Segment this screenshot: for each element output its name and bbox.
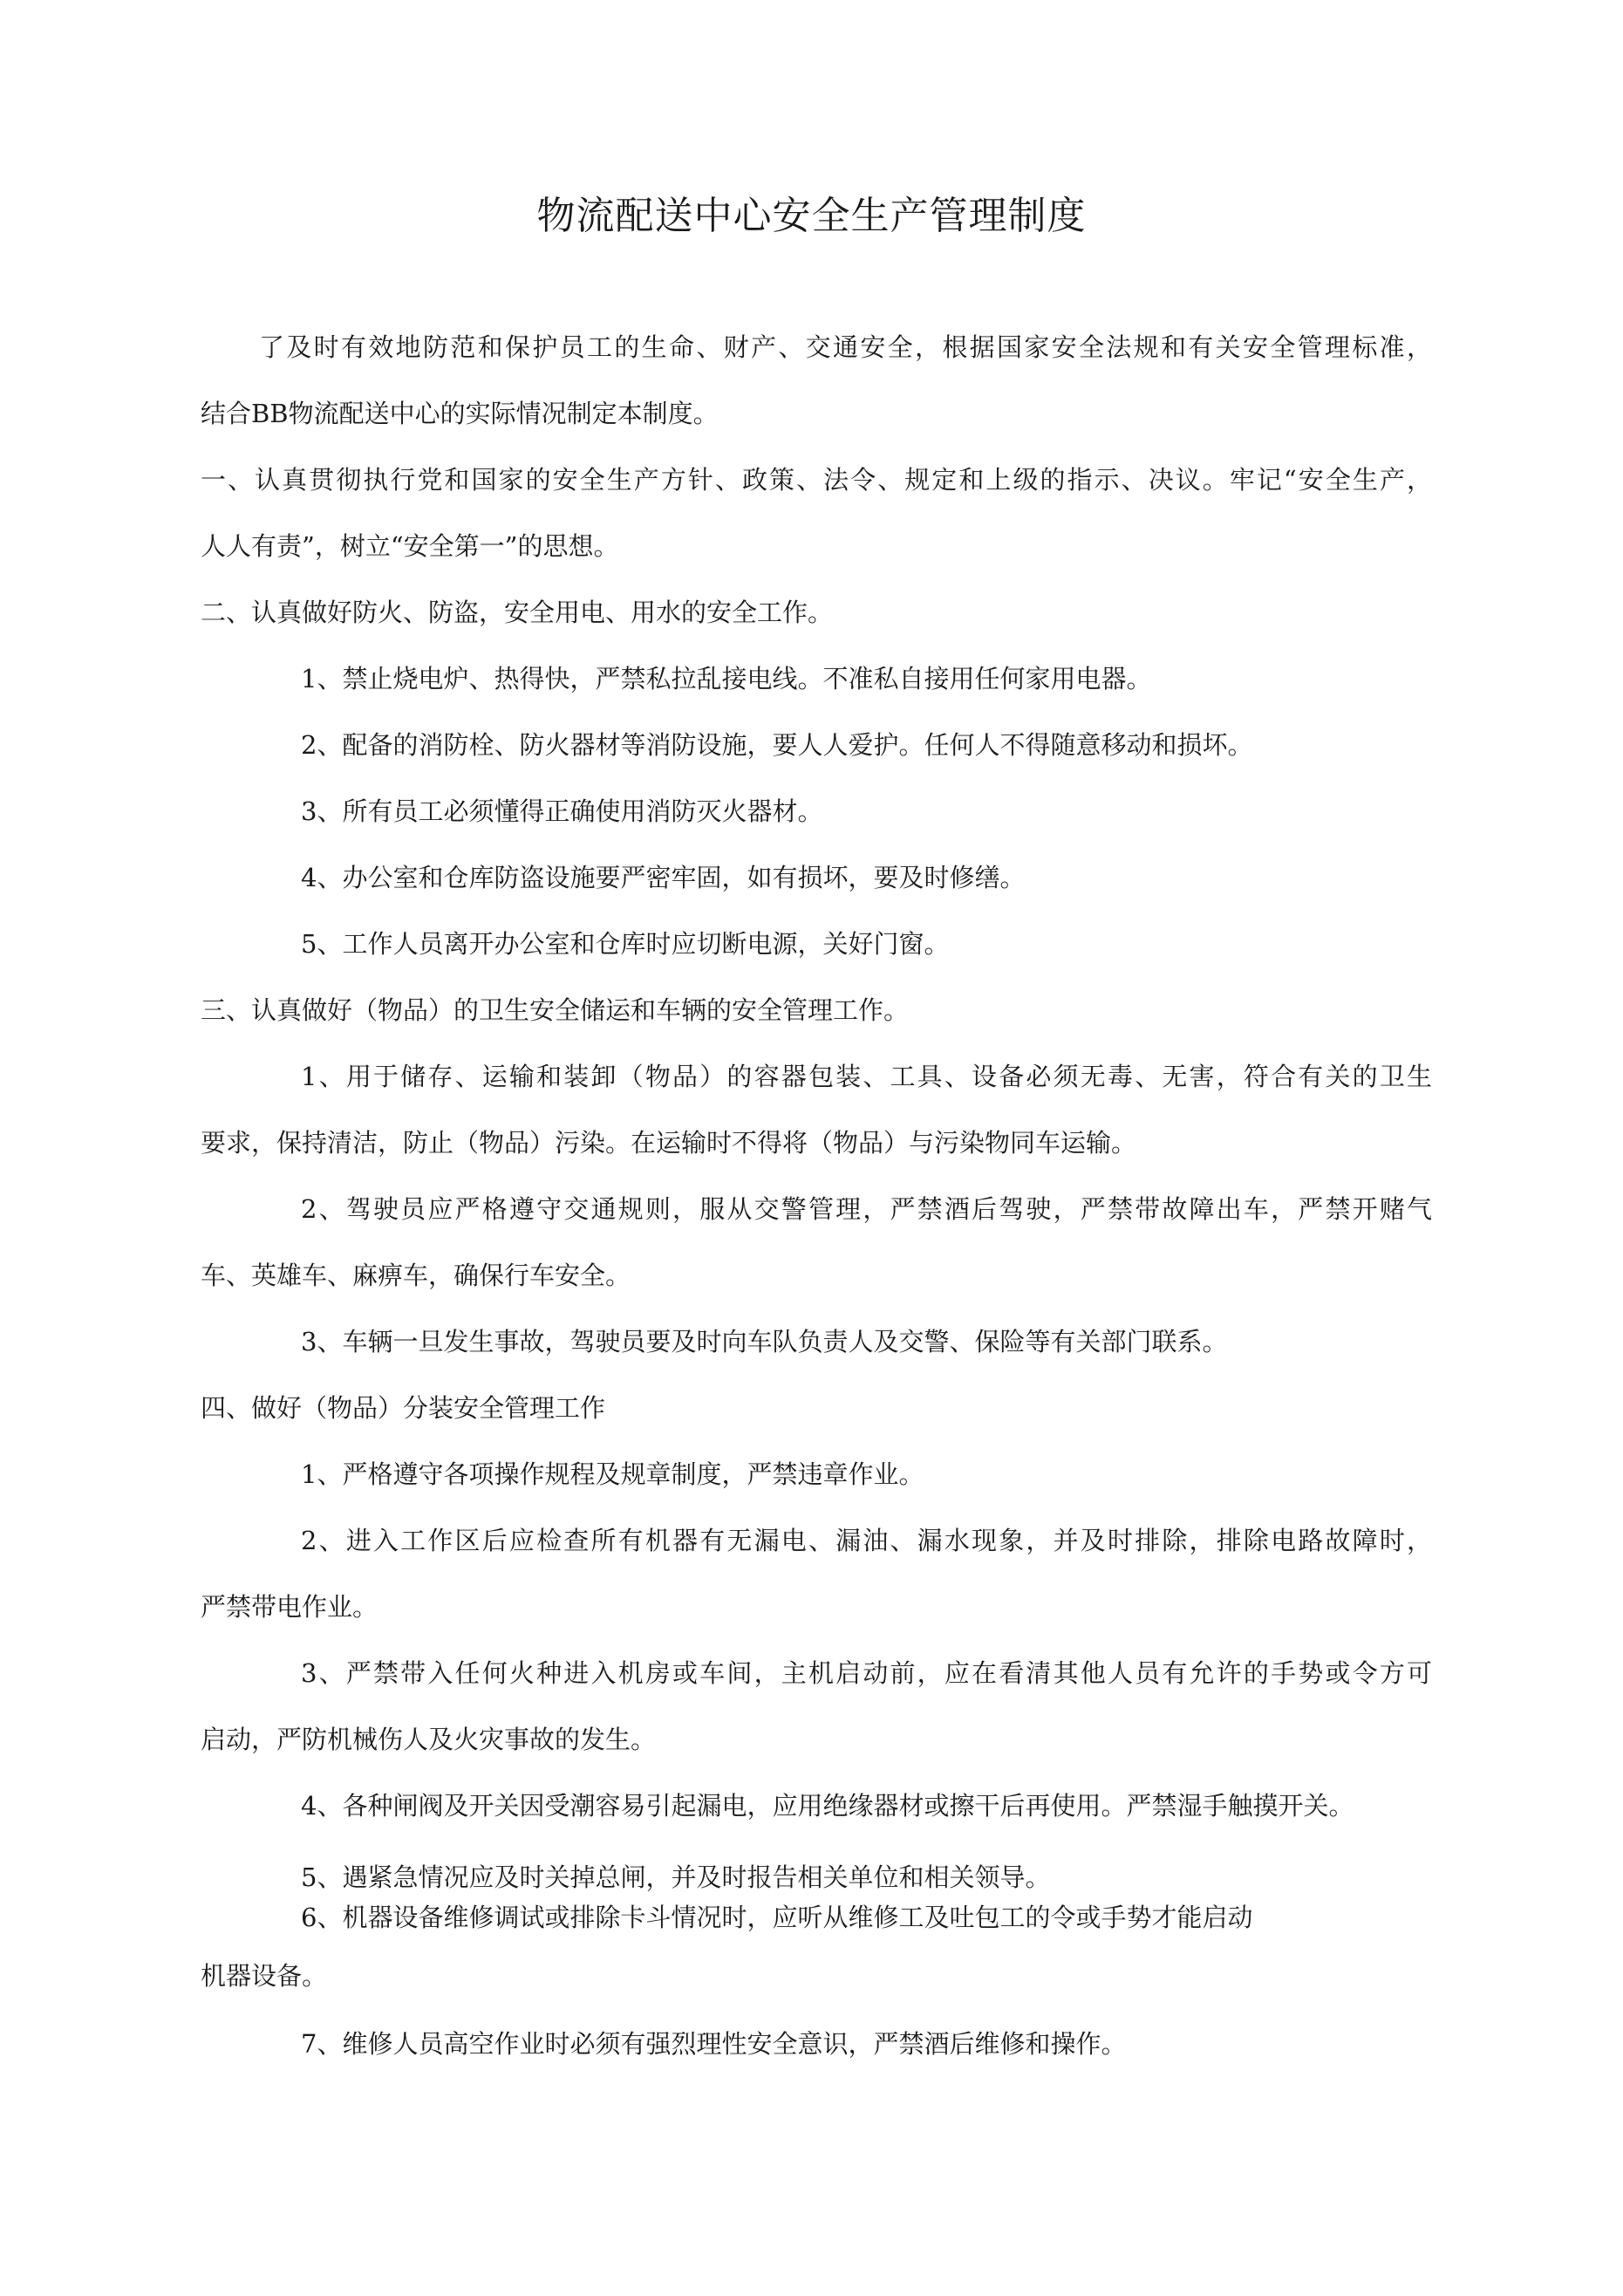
list-item-continued: 要求，保持清洁，防止（物品）污染。在运输时不得将（物品）与污染物同车运输。 (201, 1128, 1137, 1158)
list-item: 1、用于储存、运输和装卸（物品）的容器包装、工具、设备必须无毒、无害，符合有关的卫生 (301, 1062, 1432, 1091)
paragraph-line: 人人有责”，树立“安全第一”的思想。 (201, 531, 619, 561)
list-item: 2、驾驶员应严格遵守交通规则，服从交警管理，严禁酒后驾驶，严禁带故障出车，严禁开赌气 (301, 1194, 1432, 1224)
section-heading: 二、认真做好防火、防盗，安全用电、用水的安全工作。 (201, 598, 834, 627)
list-item: 1、禁止烧电炉、热得快，严禁私拉乱接电线。不准私自接用任何家用电器。 (301, 664, 1152, 694)
list-item: 3、所有员工必须懂得正确使用消防灭火器材。 (301, 796, 823, 826)
list-item: 7、维修人员高空作业时必须有强烈理性安全意识，严禁酒后维修和操作。 (301, 2029, 1127, 2059)
list-item: 2、进入工作区后应检查所有机器有无漏电、漏油、漏水现象，并及时排除，排除电路故障时， (301, 1526, 1432, 1555)
section-heading: 三、认真做好（物品）的卫生安全储运和车辆的安全管理工作。 (201, 995, 910, 1025)
list-item-continued: 启动，严防机械伤人及火灾事故的发生。 (201, 1725, 657, 1754)
list-item: 4、办公室和仓库防盗设施要严密牢固，如有损坏，要及时修缮。 (301, 863, 1026, 892)
list-item: 5、工作人员离开办公室和仓库时应切断电源，关好门窗。 (301, 929, 950, 959)
paragraph-line: 了及时有效地防范和保护员工的生命、财产、交通安全，根据国家安全法规和有关安全管理标准， (259, 332, 1432, 362)
list-item-continued: 严禁带电作业。 (201, 1592, 378, 1622)
list-item: 2、配备的消防栓、防火器材等消防设施，要人人爱护。任何人不得随意移动和损坏。 (301, 730, 1253, 760)
list-item: 6、机器设备维修调试或排除卡斗情况时，应听从维修工及吐包工的令或手势才能启动 (301, 1903, 1253, 1932)
section-heading: 四、做好（物品）分装安全管理工作 (201, 1393, 606, 1423)
list-item: 5、遇紧急情况应及时关掉总闸，并及时报告相关单位和相关领导。 (301, 1862, 1051, 1892)
list-item-continued: 机器设备。 (201, 1961, 328, 1991)
paragraph-line: 结合BB物流配送中心的实际情况制定本制度。 (201, 399, 719, 428)
list-item: 1、严格遵守各项操作规程及规章制度，严禁违章作业。 (301, 1459, 924, 1489)
document-title: 物流配送中心安全生产管理制度 (536, 194, 1087, 238)
paragraph-line: 一、认真贯彻执行党和国家的安全生产方针、政策、法令、规定和上级的指示、决议。牢记“安全生产， (201, 465, 1432, 495)
list-item-continued: 车、英雄车、麻痹车，确保行车安全。 (201, 1261, 631, 1290)
list-item: 3、严禁带入任何火种进入机房或车间，主机启动前，应在看清其他人员有允许的手势或令方可 (301, 1658, 1432, 1688)
list-item: 3、车辆一旦发生事故，驾驶员要及时向车队负责人及交警、保险等有关部门联系。 (301, 1327, 1228, 1356)
list-item: 4、各种闸阀及开关因受潮容易引起漏电，应用绝缘器材或擦干后再使用。严禁湿手触摸开关。 (301, 1791, 1354, 1821)
